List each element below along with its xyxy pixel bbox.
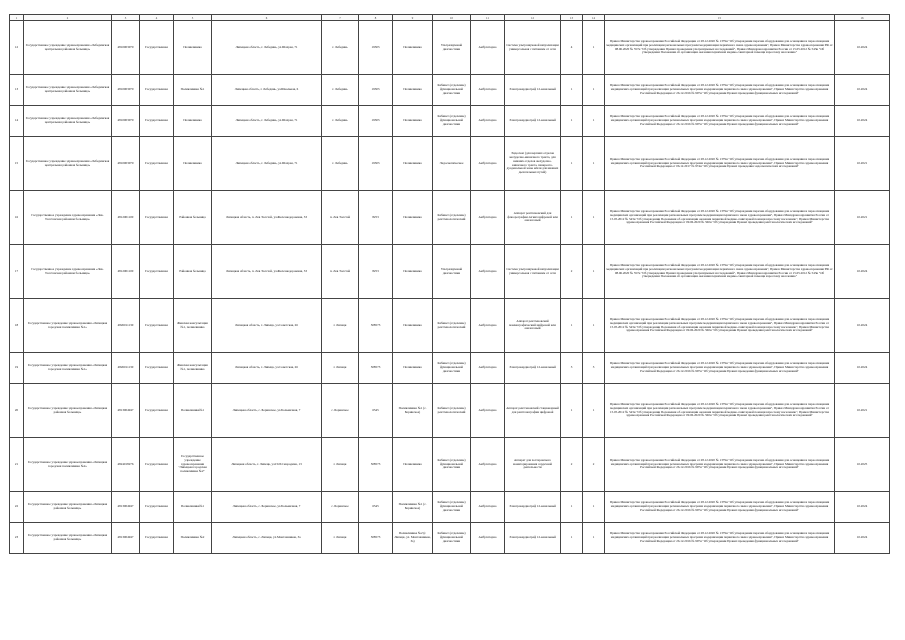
care-mode-cell: Амбулаторно: [471, 106, 505, 137]
cabinet-cell: Кабинет (отделение) функциональной диагностики: [433, 353, 471, 384]
quantity-cell: 4: [561, 21, 583, 75]
address-cell: Липецкая область, с. Боринское, ул.Больничная, 7: [212, 384, 322, 438]
locality-cell: г. Липецк: [322, 299, 359, 353]
equipment-cell: Аппарат рентгеновский маммографический цифровой или аналоговый: [505, 299, 561, 353]
population-cell: 508573: [359, 299, 393, 353]
unit-cell: Поликлиника№1: [174, 384, 212, 438]
locality-cell: с. Боринское: [322, 384, 359, 438]
quantity-cell: 1: [583, 523, 605, 554]
date-cell: 10.2024: [835, 353, 890, 384]
locality-cell: п. Лев Толстой: [322, 245, 359, 299]
column-number: 13: [561, 15, 583, 21]
ownership-cell: Государственная: [140, 384, 174, 438]
equipment-cell: Электрокардиограф 12-канальный: [505, 75, 561, 106]
table-row: [10, 245, 890, 299]
locality-cell: г. Лебедянь: [322, 75, 359, 106]
date-cell: 10.2025: [835, 438, 890, 492]
legal-basis-cell: Приказ Министерства здравоохранения Российской Федерации от 28.12.2020 № 1379н "Об утверждении перечня оборудования для оснащения и переоснащения медицинских организаций при реализации региональных программ модернизации первичного звена здравоохранения", Приказ Министерства здравоохранения Российской Федерации от 26.12.2016 № 997н "Об утверждении Правил проведения функциональных исследований": [605, 75, 835, 106]
legal-basis-cell: Приказ Министерства здравоохранения Российской Федерации от 28.12.2020 № 1379н "Об утверждении перечня оборудования для оснащения и переоснащения медицинских организаций при реализации региональных программ модернизации первичного звена здравоохранения", Приказ Минздравсоцразвития России от 15.05.2012 № 543н "Об утверждении Положения об организации оказания первичной медико-санитарной помощи взрослому населению", Приказ Министерства здравоохранения Российской Федерации от 09.06.2020 № 560н "Об утверждении Правил проведения рентгенологических исследований": [605, 191, 835, 245]
locality-cell: г. Липецк: [322, 353, 359, 384]
address-cell: Липецкая область, г. Лебедянь, ул.Школьная, 6: [212, 75, 322, 106]
date-cell: 10.2021: [835, 137, 890, 191]
locality-cell: г. Лебедянь: [322, 106, 359, 137]
date-cell: 10.2024: [835, 245, 890, 299]
table-row: [10, 384, 890, 438]
legal-basis-cell: Приказ Министерства здравоохранения Российской Федерации от 28.12.2020 № 1379н "Об утверждении перечня оборудования для оснащения и переоснащения медицинских организаций при реализации региональных программ модернизации первичного звена здравоохранения", Приказ Министерства здравоохранения РФ от 08.06.2020 № 557н "Об утверждении Правил проведения ультразвуковых исследований", Приказ Минздравсоцразвития России от 15.05.2012 № 543н "Об утверждении Положения об организации оказания первичной медико-санитарной помощи взрослому населению": [605, 21, 835, 75]
quantity-cell: 3: [561, 353, 583, 384]
legal-basis-cell: Приказ Министерства здравоохранения Российской Федерации от 28.12.2020 № 1379н "Об утверждении перечня оборудования для оснащения и переоснащения медицинских организаций при реализации региональных программ модернизации первичного звена здравоохранения", Приказ Минздравсоцразвития России от 15.05.2012 № 543н "Об утверждении Положения об организации оказания первичной медико-санитарной помощи взрослому населению", Приказ Министерства здравоохранения Российской Федерации от 09.06.2020 № 560н "Об утверждении Правил проведения рентгенологических исследований": [605, 299, 835, 353]
population-cell: 19303: [359, 21, 393, 75]
quantity-cell: 2: [583, 438, 605, 492]
department-cell: Поликлиника: [393, 353, 433, 384]
organization-cell: Государственное учреждение здравоохранения «Лев-Толстовская районная больница»: [24, 245, 112, 299]
organization-cell: Государственное учреждение здравоохранения «Липецкая районная больница»: [24, 384, 112, 438]
population-cell: 508573: [359, 353, 393, 384]
column-number: 10: [433, 15, 471, 21]
cabinet-cell: Кабинет (отделение) функциональной диагностики: [433, 438, 471, 492]
legal-basis-cell: Приказ Министерства здравоохранения Российской Федерации от 28.12.2020 № 1379н "Об утверждении перечня оборудования для оснащения и переоснащения медицинских организаций при реализации региональных программ модернизации первичного звена здравоохранения", Приказ Минздравсоцразвития России от 15.05.2012 № 543н "Об утверждении Положения об организации оказания первичной медико-санитарной помощи взрослому населению", Приказ Министерства здравоохранения Российской Федерации от 09.06.2020 № 560н "Об утверждении Правил проведения рентгенологических исследований": [605, 384, 835, 438]
row-number-cell: 16: [10, 191, 24, 245]
locality-cell: п. Лев Толстой: [322, 191, 359, 245]
equipment-cell: Аппарат рентгеновский для флюорографии легких цифровой или аналоговый: [505, 191, 561, 245]
inn-cell: 4810003070: [112, 106, 140, 137]
date-cell: 10.2021: [835, 191, 890, 245]
legal-basis-cell: Приказ Министерства здравоохранения Российской Федерации от 28.12.2020 № 1379н "Об утверждении перечня оборудования для оснащения и переоснащения медицинских организаций при реализации региональных программ модернизации первичного звена здравоохранения", Приказ Министерства здравоохранения Российской Федерации от 26.12.2016 № 997н "Об утверждении Правил проведения функциональных исследований": [605, 523, 835, 554]
table-row: [10, 299, 890, 353]
address-cell: Липецкая область, г. Липецк, ул.П.И.Смородина, 13: [212, 438, 322, 492]
organization-cell: Государственное учреждение здравоохранения «Липецкая городская поликлиника №2»: [24, 438, 112, 492]
quantity-cell: 1: [583, 299, 605, 353]
ownership-cell: Государственная: [140, 245, 174, 299]
table-row: [10, 21, 890, 75]
date-cell: 10.2024: [835, 299, 890, 353]
unit-cell: Поликлиника: [174, 21, 212, 75]
inn-cell: 4812001100: [112, 245, 140, 299]
unit-cell: Поликлиника: [174, 137, 212, 191]
care-mode-cell: Амбулаторно: [471, 75, 505, 106]
organization-cell: Государственное учреждение здравоохранения «Липецкая районная больница»: [24, 492, 112, 523]
department-cell: Поликлиника: [393, 191, 433, 245]
population-cell: 8253: [359, 191, 393, 245]
population-cell: 19303: [359, 106, 393, 137]
ownership-cell: Государственная: [140, 137, 174, 191]
equipment-cell: Эндоскоп (для верхних отделов желудочно-кишечного тракта, для нижних отделов желудочно-кишечного тракта, панкреато-дуоденальной зоны и/или для нижних дыхательных путей): [505, 137, 561, 191]
table-row: [10, 353, 890, 384]
department-cell: Поликлиника: [393, 438, 433, 492]
row-number-cell: 20: [10, 384, 24, 438]
cabinet-cell: Кабинет (отделение) рентгенологический: [433, 384, 471, 438]
cabinet-cell: Кабинет (отделение) функциональной диагностики: [433, 75, 471, 106]
care-mode-cell: Амбулаторно: [471, 299, 505, 353]
column-number: 5: [174, 15, 212, 21]
department-cell: Поликлиника: [393, 21, 433, 75]
population-cell: 508573: [359, 438, 393, 492]
organization-cell: Государственное учреждение здравоохранения «Лебединская центральная районная больница»: [24, 75, 112, 106]
ownership-cell: Государственная: [140, 438, 174, 492]
address-cell: Липецкая область, г. Лебедянь, ул.Шахрая, 71: [212, 21, 322, 75]
inn-cell: 4813004947: [112, 384, 140, 438]
inn-cell: 4813004947: [112, 523, 140, 554]
cabinet-cell: Кабинет (отделение) функциональной диагностики: [433, 106, 471, 137]
unit-cell: Поликлиника №1: [174, 75, 212, 106]
quantity-cell: 1: [583, 245, 605, 299]
cabinet-cell: Эндоскопическое: [433, 137, 471, 191]
unit-cell: Женская консультация №1, поликлиника: [174, 299, 212, 353]
organization-cell: Государственное учреждение здравоохранения «Лебединская центральная районная больница»: [24, 106, 112, 137]
inn-cell: 4826011130: [112, 353, 140, 384]
locality-cell: г. Лебедянь: [322, 137, 359, 191]
care-mode-cell: Амбулаторно: [471, 245, 505, 299]
quantity-cell: 1: [583, 137, 605, 191]
date-cell: 10.2024: [835, 75, 890, 106]
row-number-cell: 19: [10, 353, 24, 384]
department-cell: Поликлиника №2 (г. Липецк, ул. Монтажников, 3а): [393, 523, 433, 554]
table-row: [10, 137, 890, 191]
date-cell: 10.2024: [835, 21, 890, 75]
department-cell: Поликлиника: [393, 245, 433, 299]
care-mode-cell: Амбулаторно: [471, 492, 505, 523]
equipment-cell: Система ультразвуковой визуализации универсальная с питанием от сети: [505, 21, 561, 75]
organization-cell: Государственное учреждение здравоохранения «Липецкая районная больница»: [24, 523, 112, 554]
population-cell: 19303: [359, 75, 393, 106]
column-number: 6: [212, 15, 322, 21]
quantity-cell: 1: [561, 137, 583, 191]
column-number: 2: [24, 15, 112, 21]
address-cell: Липецкая область, г. Липецк, ул.Советская, 26: [212, 299, 322, 353]
row-number-cell: 22: [10, 492, 24, 523]
care-mode-cell: Амбулаторно: [471, 21, 505, 75]
row-number-cell: 13: [10, 75, 24, 106]
equipment-cell: Электрокардиограф 12-канальный: [505, 523, 561, 554]
row-number-cell: 12: [10, 21, 24, 75]
legal-basis-cell: Приказ Министерства здравоохранения Российской Федерации от 28.12.2020 № 1379н "Об утверждении перечня оборудования для оснащения и переоснащения медицинских организаций при реализации региональных программ модернизации первичного звена здравоохранения", Приказ Министерства здравоохранения Российской Федерации от 26.12.2016 № 997н "Об утверждении Правил проведения функциональных исследований": [605, 492, 835, 523]
legal-basis-cell: Приказ Министерства здравоохранения Российской Федерации от 28.12.2020 № 1379н "Об утверждении перечня оборудования для оснащения и переоснащения медицинских организаций при реализации региональных программ модернизации первичного звена здравоохранения", Приказ Министерства здравоохранения Российской Федерации от 26.12.2016 № 997н "Об утверждении Правил проведения функциональных исследований": [605, 106, 835, 137]
inn-cell: 4812001100: [112, 191, 140, 245]
column-number: 7: [322, 15, 359, 21]
unit-cell: Государственное учреждение здравоохранения "Липецкая городская поликлиника №2": [174, 438, 212, 492]
row-number-cell: 23: [10, 523, 24, 554]
row-number-cell: 17: [10, 245, 24, 299]
department-cell: Поликлиника: [393, 137, 433, 191]
locality-cell: г. Лебедянь: [322, 21, 359, 75]
legal-basis-cell: Приказ Министерства здравоохранения Российской Федерации от 28.12.2020 № 1379н "Об утверждении перечня оборудования для оснащения и переоснащения медицинских организаций при реализации региональных программ модернизации первичного звена здравоохранения", Приказ Министерства здравоохранения Российской Федерации от 06.12.2017 № 974н "Об утверждении Правил проведения эндоскопических исследований": [605, 137, 835, 191]
cabinet-cell: Кабинет (отделение) функциональной диагностики: [433, 523, 471, 554]
legal-basis-cell: Приказ Министерства здравоохранения Российской Федерации от 28.12.2020 № 1379н "Об утверждении перечня оборудования для оснащения и переоснащения медицинских организаций при реализации региональных программ модернизации первичного звена здравоохранения", Приказ Министерства здравоохранения Российской Федерации от 26.12.2016 № 997н "Об утверждении Правил проведения функциональных исследований": [605, 353, 835, 384]
quantity-cell: 1: [583, 191, 605, 245]
care-mode-cell: Амбулаторно: [471, 353, 505, 384]
date-cell: 10.2021: [835, 384, 890, 438]
population-cell: 6545: [359, 492, 393, 523]
column-number: 14: [583, 15, 605, 21]
locality-cell: г. Липецк: [322, 438, 359, 492]
address-cell: Липецкая область, п. Лев Толстой, ул.Железнодорожная, 33: [212, 191, 322, 245]
department-cell: Поликлиника: [393, 106, 433, 137]
quantity-cell: 1: [583, 492, 605, 523]
quantity-cell: 2: [561, 438, 583, 492]
column-number: 9: [393, 15, 433, 21]
table-row: [10, 523, 890, 554]
quantity-cell: 1: [561, 106, 583, 137]
inn-cell: 4826011130: [112, 299, 140, 353]
equipment-cell: Система ультразвуковой визуализации универсальная с питанием от сети: [505, 245, 561, 299]
address-cell: Липецкая область, с. Боринское, ул.Больничная, 7: [212, 492, 322, 523]
ownership-cell: Государственная: [140, 353, 174, 384]
department-cell: Поликлиника: [393, 299, 433, 353]
unit-cell: Поликлиника №2: [174, 523, 212, 554]
address-cell: Липецкая область, п. Лев Толстой, ул.Железнодорожная, 33: [212, 245, 322, 299]
row-number-cell: 18: [10, 299, 24, 353]
equipment-cell: Аппарат для холтеровского мониторирования сердечной деятельности: [505, 438, 561, 492]
cabinet-cell: Кабинет (отделение) рентгенологический: [433, 299, 471, 353]
column-number: 11: [471, 15, 505, 21]
population-cell: 6545: [359, 384, 393, 438]
table-body: [10, 15, 890, 554]
ownership-cell: Государственная: [140, 106, 174, 137]
ownership-cell: Государственная: [140, 492, 174, 523]
care-mode-cell: Амбулаторно: [471, 191, 505, 245]
equipment-cell: Аппарат рентгеновский стационарный для рентгенографии цифровой: [505, 384, 561, 438]
column-number: 4: [140, 15, 174, 21]
quantity-cell: 1: [583, 75, 605, 106]
inn-cell: 4813004947: [112, 492, 140, 523]
population-cell: 8253: [359, 245, 393, 299]
inn-cell: 4810003070: [112, 21, 140, 75]
equipment-table: [9, 14, 890, 554]
population-cell: 19303: [359, 137, 393, 191]
quantity-cell: 3: [583, 353, 605, 384]
inn-cell: 4810003070: [112, 75, 140, 106]
quantity-cell: 2: [561, 245, 583, 299]
equipment-table-sheet: [9, 14, 889, 554]
department-cell: Поликлиника: [393, 75, 433, 106]
table-row: [10, 106, 890, 137]
column-number: 16: [835, 15, 890, 21]
equipment-cell: Электрокардиограф 12-канальный: [505, 492, 561, 523]
column-number: 12: [505, 15, 561, 21]
organization-cell: Государственное учреждение здравоохранения «Лев-Толстовская районная больница»: [24, 191, 112, 245]
equipment-cell: Электрокардиограф 12-канальный: [505, 106, 561, 137]
quantity-cell: 1: [583, 21, 605, 75]
unit-cell: Поликлиника: [174, 106, 212, 137]
column-number: 15: [605, 15, 835, 21]
organization-cell: Государственное учреждение здравоохранения «Лебединская центральная районная больница»: [24, 21, 112, 75]
care-mode-cell: Амбулаторно: [471, 438, 505, 492]
ownership-cell: Государственная: [140, 299, 174, 353]
department-cell: Поликлиника №1 (с. Боринское): [393, 384, 433, 438]
unit-cell: Районная больница: [174, 191, 212, 245]
inn-cell: 4824018276: [112, 438, 140, 492]
ownership-cell: Государственная: [140, 75, 174, 106]
cabinet-cell: Ультразвуковой диагностики: [433, 245, 471, 299]
date-cell: 10.2024: [835, 523, 890, 554]
column-number: 8: [359, 15, 393, 21]
locality-cell: с. Боринское: [322, 492, 359, 523]
column-number: 1: [10, 15, 24, 21]
ownership-cell: Государственная: [140, 21, 174, 75]
date-cell: 10.2024: [835, 106, 890, 137]
organization-cell: Государственное учреждение здравоохранения «Липецкая городская поликлиника №1»: [24, 299, 112, 353]
unit-cell: Женская консультация №1, поликлиника: [174, 353, 212, 384]
quantity-cell: 1: [561, 523, 583, 554]
equipment-cell: Электрокардиограф 12-канальный: [505, 353, 561, 384]
unit-cell: Поликлиника№1: [174, 492, 212, 523]
address-cell: Липецкая область, г. Лебедянь, ул.Шахрая, 71: [212, 106, 322, 137]
cabinet-cell: Кабинет (отделение) рентгенологический: [433, 191, 471, 245]
table-row: [10, 75, 890, 106]
quantity-cell: 1: [561, 191, 583, 245]
unit-cell: Районная больница: [174, 245, 212, 299]
department-cell: Поликлиника №1 (с. Боринское): [393, 492, 433, 523]
table-row: [10, 492, 890, 523]
legal-basis-cell: Приказ Министерства здравоохранения Российской Федерации от 28.12.2020 № 1379н "Об утверждении перечня оборудования для оснащения и переоснащения медицинских организаций при реализации региональных программ модернизации первичного звена здравоохранения", Приказ Министерства здравоохранения РФ от 08.06.2020 № 557н "Об утверждении Правил проведения ультразвуковых исследований", Приказ Минздравсоцразвития России от 15.05.2012 № 543н "Об утверждении Положения об организации оказания первичной медико-санитарной помощи взрослому населению": [605, 245, 835, 299]
quantity-cell: 1: [561, 299, 583, 353]
organization-cell: Государственное учреждение здравоохранения «Лебединская центральная районная больница»: [24, 137, 112, 191]
quantity-cell: 1: [561, 75, 583, 106]
date-cell: 10.2024: [835, 492, 890, 523]
address-cell: Липецкая область, с. Липецк, ул.Монтажников, 3а: [212, 523, 322, 554]
care-mode-cell: Амбулаторно: [471, 523, 505, 554]
quantity-cell: 1: [561, 384, 583, 438]
population-cell: 508573: [359, 523, 393, 554]
table-row: [10, 191, 890, 245]
care-mode-cell: Амбулаторно: [471, 384, 505, 438]
address-cell: Липецкая область, г. Лебедянь, ул.Шахрая, 71: [212, 137, 322, 191]
ownership-cell: Государственная: [140, 523, 174, 554]
cabinet-cell: Кабинет (отделение) функциональной диагностики: [433, 492, 471, 523]
column-number: 3: [112, 15, 140, 21]
row-number-cell: 21: [10, 438, 24, 492]
row-number-cell: 14: [10, 106, 24, 137]
locality-cell: г. Липецк: [322, 523, 359, 554]
inn-cell: 4810003070: [112, 137, 140, 191]
ownership-cell: Государственная: [140, 191, 174, 245]
organization-cell: Государственное учреждение здравоохранения «Липецкая городская поликлиника №1»: [24, 353, 112, 384]
cabinet-cell: Ультразвуковой диагностики: [433, 21, 471, 75]
address-cell: Липецкая область, г. Липецк, ул.Советская, 26: [212, 353, 322, 384]
quantity-cell: 1: [561, 492, 583, 523]
quantity-cell: 1: [583, 384, 605, 438]
care-mode-cell: Амбулаторно: [471, 137, 505, 191]
row-number-cell: 15: [10, 137, 24, 191]
quantity-cell: 1: [583, 106, 605, 137]
legal-basis-cell: Приказ Министерства здравоохранения Российской Федерации от 28.12.2020 № 1379н "Об утверждении перечня оборудования для оснащения и переоснащения медицинских организаций при реализации региональных программ модернизации первичного звена здравоохранения", Приказ Министерства здравоохранения Российской Федерации от 26.12.2016 № 997н "Об утверждении Правил проведения функциональных исследований": [605, 438, 835, 492]
table-row: [10, 438, 890, 492]
